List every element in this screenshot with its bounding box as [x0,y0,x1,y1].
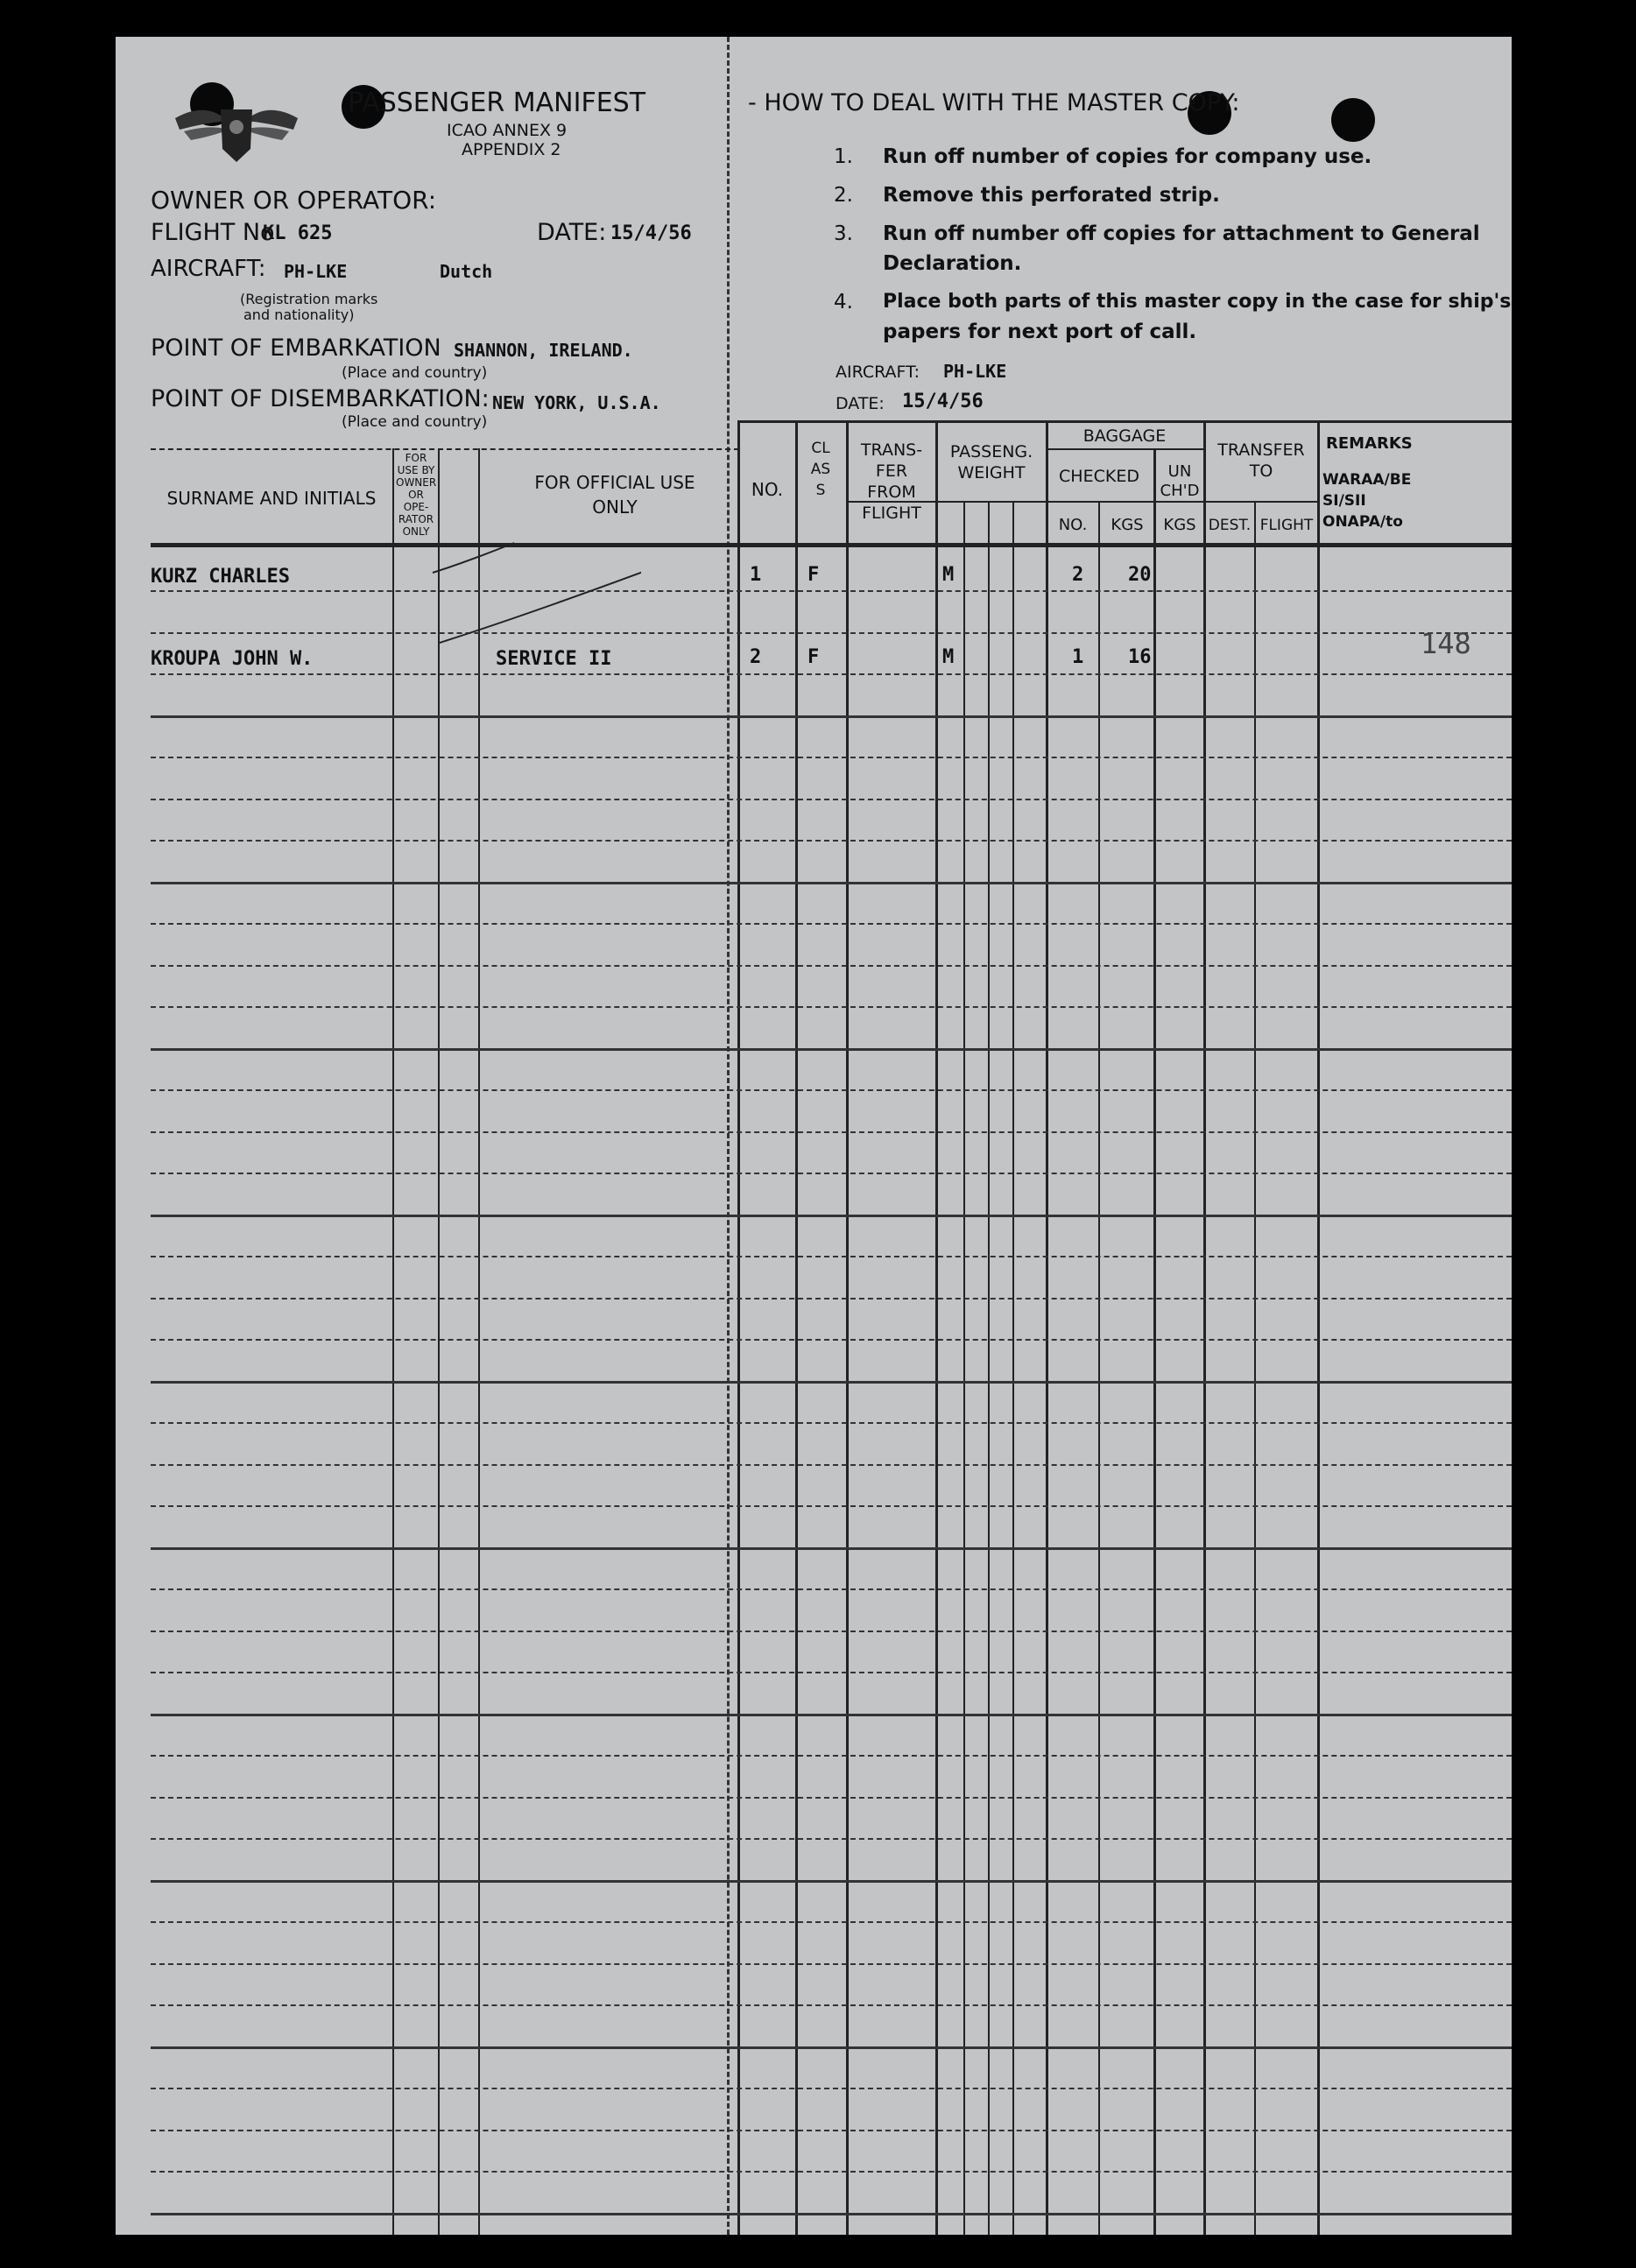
row-rule [151,1838,1512,1840]
registration-note: and nationality) [243,306,355,323]
row-rule [151,882,1512,884]
table-row-name: KURZ CHARLES [151,566,290,588]
registration-note: (Registration marks [240,291,378,307]
header-rule [737,420,1512,423]
embarkation-label: POINT OF EMBARKATION [151,335,441,362]
disembarkation-label: POINT OF DISEMBARKATION: [151,385,490,412]
row-rule [151,1714,1512,1716]
row-rule [151,1006,1512,1008]
nationality-value: Dutch [440,261,493,282]
column-header-kgs: KGS [1163,516,1196,534]
instructions-title: - HOW TO DEAL WITH THE MASTER COPY: [748,89,1240,116]
column-header-class: CLASS [810,440,831,499]
row-rule [151,715,1512,718]
column-header-flight: FLIGHT [1259,517,1314,534]
column-header-weight: PASSENG. WEIGHT [949,442,1033,482]
row-rule [151,1963,1512,1965]
column-header-no: NO. [751,479,784,500]
row-rule [151,1588,1512,1590]
row-rule [151,1631,1512,1632]
row-rule [151,1339,1512,1341]
row-rule [151,1131,1512,1133]
instruction-text: Place both parts of this master copy in the case for ship's [883,291,1512,313]
row-rule [151,1755,1512,1757]
row-rule [151,799,1512,800]
disembarkation-value: NEW YORK, U.S.A. [492,392,661,413]
column-divider [988,501,990,2235]
row-rule [151,965,1512,967]
row-rule [151,2004,1512,2006]
column-header-kgs: KGS [1111,516,1144,534]
row-rule [151,1505,1512,1507]
column-header-dest: DEST. [1208,517,1252,534]
table-row-bag-no: 2 [1072,564,1084,586]
row-rule [151,1797,1512,1799]
row-rule [151,1880,1512,1883]
table-row-remarks: 148 [1421,627,1471,660]
manifest-title: PASSENGER MANIFEST [348,88,646,118]
remarks-code: ONAPA/to [1322,513,1403,531]
row-rule [151,1464,1512,1466]
row-rule [151,2213,1512,2215]
date-value: 15/4/56 [610,222,692,244]
column-header-official: FOR OFFICIAL USE ONLY [534,472,695,518]
instruction-text: Run off number off copies for attachment to General [883,222,1480,245]
header-rule [1046,501,1203,503]
row-rule [151,1547,1512,1550]
instruction-text: Remove this perforated strip. [883,184,1220,207]
table-row-class: F [807,646,820,668]
table-row-official: SERVICE II [496,648,612,670]
table-row-weight: M [942,564,955,586]
instruction-text: papers for next port of call. [883,320,1197,343]
row-rule [151,757,1512,758]
owner-label: OWNER OR OPERATOR: [151,186,437,215]
remarks-code: SI/SII [1322,492,1366,510]
row-rule [151,1256,1512,1257]
column-divider [1098,501,1100,2235]
instruction-text: Run off number of copies for company use. [883,145,1372,168]
row-rule [151,1048,1512,1051]
table-row-no: 1 [750,564,762,586]
row-rule [151,2088,1512,2089]
column-header-transfer-from: TRANS- FER FROM FLIGHT [860,440,923,523]
date-label: DATE: [537,219,607,246]
table-row-bag-no: 1 [1072,646,1084,668]
row-rule [151,1173,1512,1174]
disembarkation-note: (Place and country) [342,413,488,431]
instructions-date-value: 15/4/56 [902,391,984,412]
row-rule [151,1422,1512,1424]
header-rule [1046,448,1205,450]
row-rule [151,1381,1512,1384]
table-row-no: 2 [750,646,762,668]
header-rule [1203,501,1317,503]
perforation-line [727,37,730,2235]
punch-hole [1331,98,1375,142]
row-rule [151,1089,1512,1091]
aircraft-label: AIRCRAFT: [151,256,266,282]
remarks-code: WARAA/BE [1322,471,1412,489]
embarkation-value: SHANNON, IRELAND. [454,340,633,361]
row-rule [151,1921,1512,1923]
row-rule [151,2130,1512,2131]
flight-label: FLIGHT No [151,219,275,246]
column-header-remarks: REMARKS [1326,434,1413,453]
column-divider [1254,501,1256,2235]
column-header-checked: CHECKED [1059,467,1139,486]
header-rule [151,448,739,450]
instruction-text: Declaration. [883,252,1022,275]
table-row-weight: M [942,646,955,668]
row-rule [151,840,1512,842]
embarkation-note: (Place and country) [342,364,488,382]
column-header-for-use: FOR USE BY OWNER OR OPE- RATOR ONLY [396,452,437,538]
column-header-surname: SURNAME AND INITIALS [166,488,377,509]
row-rule [151,2171,1512,2173]
instructions-aircraft-label: AIRCRAFT: [836,363,920,382]
table-row-kgs: 16 [1128,646,1152,668]
flight-value: KL 625 [263,222,333,244]
table-row-class: F [807,564,820,586]
row-rule [151,2046,1512,2049]
column-header-baggage: BAGGAGE [1082,426,1167,446]
table-row-name: KROUPA JOHN W. [151,648,314,670]
manifest-subtitle: APPENDIX 2 [462,140,561,159]
instruction-number: 2. [834,184,853,207]
manifest-sheet [116,37,1512,2235]
column-divider [1012,501,1014,2235]
row-rule [151,923,1512,925]
column-header-unchd: UN CH'D [1160,462,1200,500]
instruction-number: 3. [834,222,853,245]
instruction-number: 4. [834,291,853,313]
row-rule [151,1215,1512,1217]
row-rule [151,1672,1512,1673]
instructions-date-label: DATE: [836,394,885,413]
column-header-bag-no: NO. [1058,516,1088,534]
manifest-subtitle: ICAO ANNEX 9 [447,121,568,140]
column-header-transfer-to: TRANSFER TO [1217,440,1305,481]
airline-logo-icon [166,79,307,175]
instructions-aircraft-value: PH-LKE [943,361,1007,382]
table-row-kgs: 20 [1128,564,1152,586]
aircraft-value: PH-LKE [284,261,348,282]
pen-mark [116,527,641,702]
row-rule [151,1298,1512,1300]
column-divider [963,501,965,2235]
instruction-number: 1. [834,145,853,168]
